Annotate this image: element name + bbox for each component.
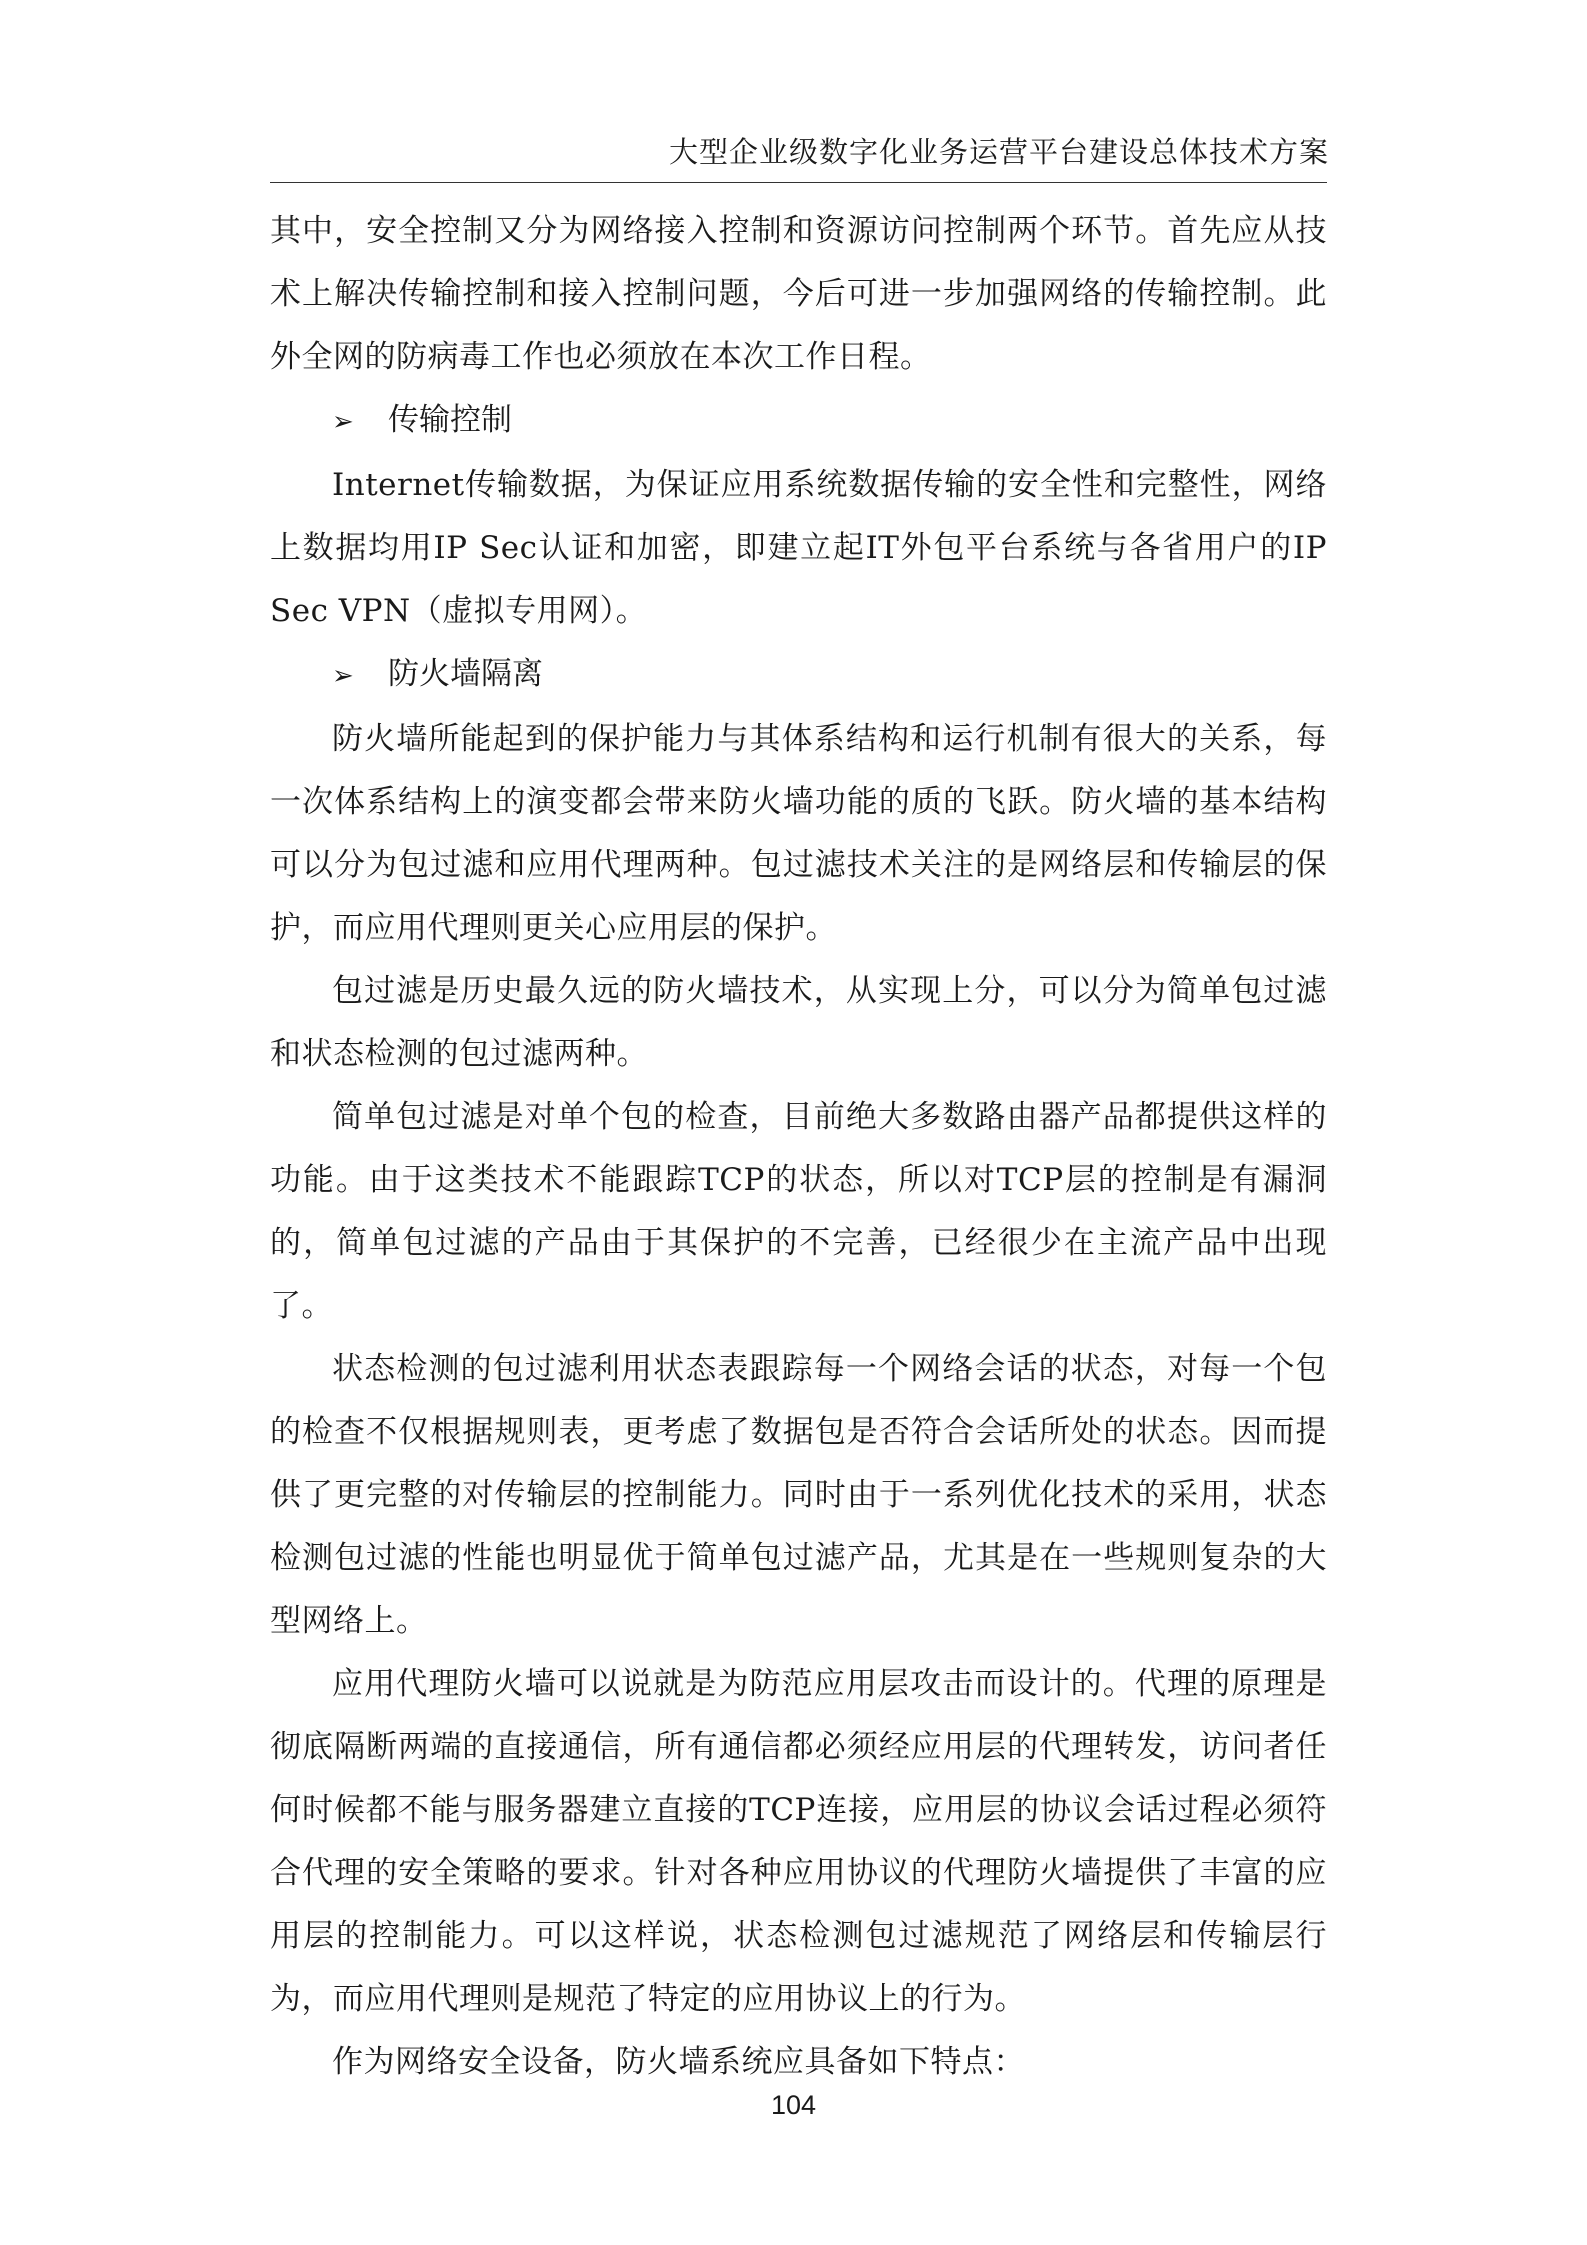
document-body <box>270 200 1327 2094</box>
arrow-bullet-icon: ➢ <box>332 407 354 437</box>
paragraph-internet-transmission: Internet传输数据，为保证应用系统数据传输的安全性和完整性，网络上数据均用IP Sec认证和加密，即建立起IT外包平台系统与各省用户的IP Sec VPN（虚拟专用网）。 <box>270 467 1327 629</box>
paragraph-application-proxy: 应用代理防火墙可以说就是为防范应用层攻击而设计的。代理的原理是彻底隔断两端的直接通信，所有通信都必须经应用层的代理转发，访问者任何时候都不能与服务器建立直接的TCP连接，应用层的协议会话过程必须符合代理的安全策略的要求。针对各种应用协议的代理防火墙提供了丰富的应用层的控制能力。可以这样说，状态检测包过滤规范了网络层和传输层行为，而应用代理则是规范了特定的应用协议上的行为。 <box>270 1666 1327 2017</box>
header-divider <box>270 182 1327 183</box>
page-number: 104 <box>770 2090 817 2120</box>
bullet-firewall-isolation <box>270 643 1327 708</box>
bullet-label: 防火墙隔离 <box>388 656 543 692</box>
paragraph-packet-filter: 包过滤是历史最久远的防火墙技术，从实现上分，可以分为简单包过滤和状态检测的包过滤两种。 <box>270 973 1327 1072</box>
paragraph-simple-packet-filter: 简单包过滤是对单个包的检查，目前绝大多数路由器产品都提供这样的功能。由于这类技术不能跟踪TCP的状态，所以对TCP层的控制是有漏洞的，简单包过滤的产品由于其保护的不完善，已经很少在主流产品中出现了。 <box>270 1099 1327 1324</box>
paragraph-stateful-inspection: 状态检测的包过滤利用状态表跟踪每一个网络会话的状态，对每一个包的检查不仅根据规则表，更考虑了数据包是否符合会话所处的状态。因而提供了更完整的对传输层的控制能力。同时由于一系列优化技术的采用，状态检测包过滤的性能也明显优于简单包过滤产品，尤其是在一些规则复杂的大型网络上。 <box>270 1351 1327 1639</box>
paragraph-firewall-architecture: 防火墙所能起到的保护能力与其体系结构和运行机制有很大的关系，每一次体系结构上的演变都会带来防火墙功能的质的飞跃。防火墙的基本结构可以分为包过滤和应用代理两种。包过滤技术关注的是网络层和传输层的保护，而应用代理则更关心应用层的保护。 <box>270 721 1327 946</box>
paragraph-security-control: 其中，安全控制又分为网络接入控制和资源访问控制两个环节。首先应从技术上解决传输控制和接入控制问题，今后可进一步加强网络的传输控制。此外全网的防病毒工作也必须放在本次工作日程。 <box>270 213 1327 375</box>
bullet-transmission-control <box>270 389 1327 454</box>
arrow-bullet-icon: ➢ <box>332 661 354 691</box>
header-title: 大型企业级数字化业务运营平台建设总体技术方案 <box>668 135 1329 169</box>
paragraph-firewall-features: 作为网络安全设备，防火墙系统应具备如下特点： <box>332 2044 1025 2080</box>
bullet-label: 传输控制 <box>388 402 512 438</box>
